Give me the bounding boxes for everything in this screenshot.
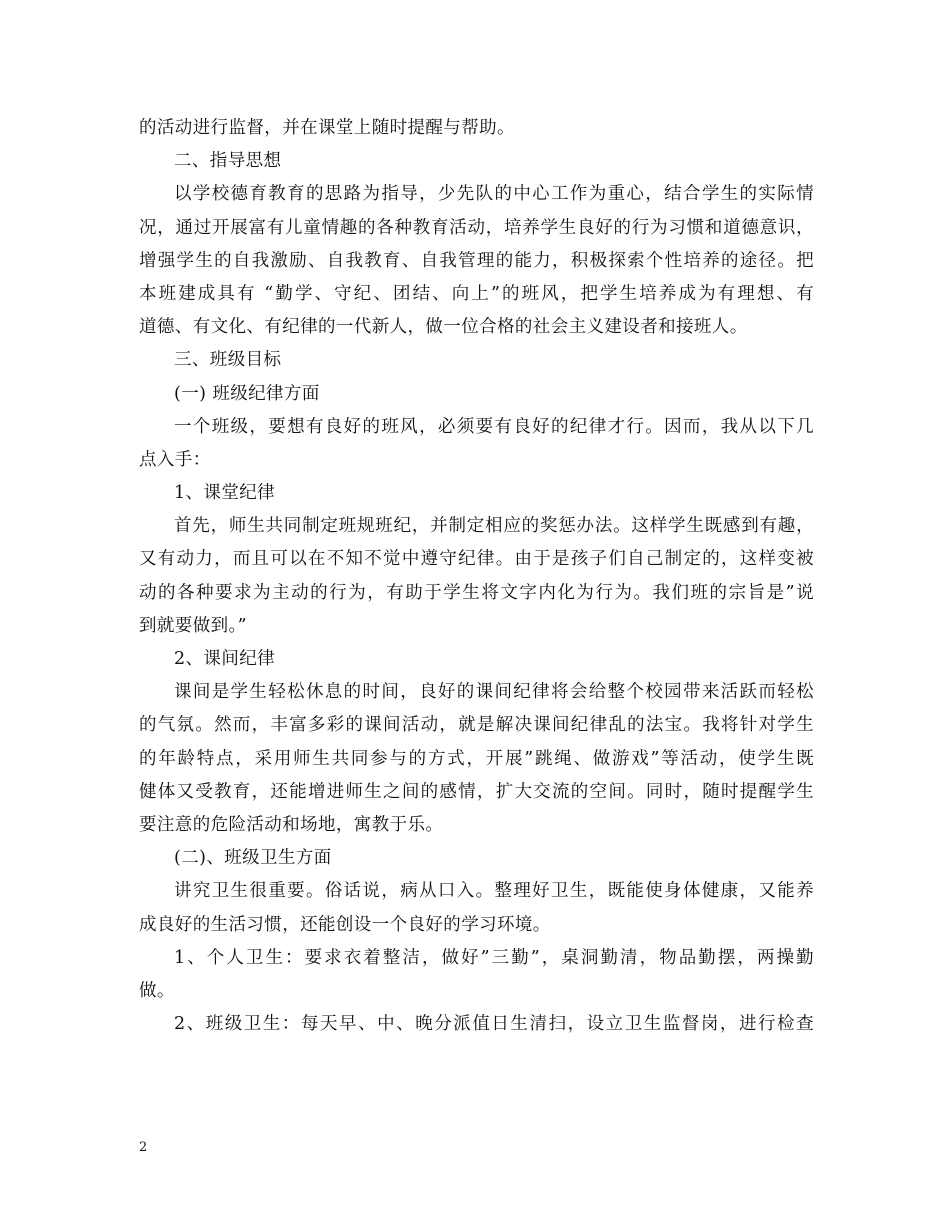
text-line: 2、课间纪律 — [174, 649, 276, 669]
text-line: (二)、班级卫生方面 — [174, 848, 332, 869]
text-line: 做。 — [139, 980, 175, 1001]
text-line: 1、课堂纪律 — [174, 483, 276, 504]
text-line: 要注意的危险活动和场地，寓教于乐。 — [139, 814, 444, 835]
text-line: 一个班级，要想有良好的班风，必须要有良好的纪律才行。因而，我从以下几 — [174, 416, 814, 437]
text-line: 1、个人卫生：要求衣着整洁，做好”三勤”，桌洞勤清，物品勤摆，两操勤 — [174, 947, 814, 968]
text-line: 首先，师生共同制定班规班纪，并制定相应的奖惩办法。这样学生既感到有趣， — [174, 516, 814, 537]
text-line: 到就要做到。” — [139, 615, 247, 636]
text-line: 讲究卫生很重要。俗话说，病从口入。整理好卫生，既能使身体健康，又能养 — [174, 881, 814, 902]
text-line: 成良好的生活习惯，还能创设一个良好的学习环境。 — [139, 914, 551, 935]
text-line: 的活动进行监督，并在课堂上随时提醒与帮助。 — [139, 118, 515, 138]
text-line: 道德、有文化、有纪律的一代新人，做一位合格的社会主义建设者和接班人。 — [139, 317, 748, 338]
text-line: 健体又受教育，还能增进师生之间的感情，扩大交流的空间。同时，随时提醒学生 — [139, 781, 814, 802]
text-line: (一) 班级纪律方面 — [174, 383, 320, 404]
text-line: 增强学生的自我激励、自我教育、自我管理的能力，积极探索个性培养的途径。把 — [139, 250, 814, 271]
text-line: 以学校德育教育的思路为指导，少先队的中心工作为重心，结合学生的实际情 — [174, 184, 814, 205]
text-line: 又有动力，而且可以在不知不觉中遵守纪律。由于是孩子们自己制定的，这样变被 — [139, 549, 814, 570]
text-line: 的气氛。然而，丰富多彩的课间活动，就是解决课间纪律乱的法宝。我将针对学生 — [139, 715, 814, 736]
page-number: 2 — [139, 1140, 148, 1155]
text-line: 三、班级目标 — [174, 350, 282, 371]
text-line: 课间是学生轻松休息的时间，良好的课间纪律将会给整个校园带来活跃而轻松 — [174, 682, 814, 703]
text-line: 况，通过开展富有儿童情趣的各种教育活动，培养学生良好的行为习惯和道德意识， — [139, 217, 814, 238]
text-line: 本班建成具有 “勤学、守纪、团结、向上”的班风，把学生培养成为有理想、有 — [139, 283, 814, 304]
text-line: 二、指导思想 — [174, 151, 282, 172]
document-body — [139, 112, 814, 1041]
text-line: 点入手： — [139, 449, 211, 470]
text-line: 2、班级卫生：每天早、中、晚分派值日生清扫，设立卫生监督岗，进行检查 — [174, 1014, 814, 1035]
text-line: 动的各种要求为主动的行为，有助于学生将文字内化为行为。我们班的宗旨是”说 — [139, 582, 814, 603]
text-line: 的年龄特点，采用师生共同参与的方式，开展”跳绳、做游戏”等活动，使学生既 — [139, 748, 814, 769]
